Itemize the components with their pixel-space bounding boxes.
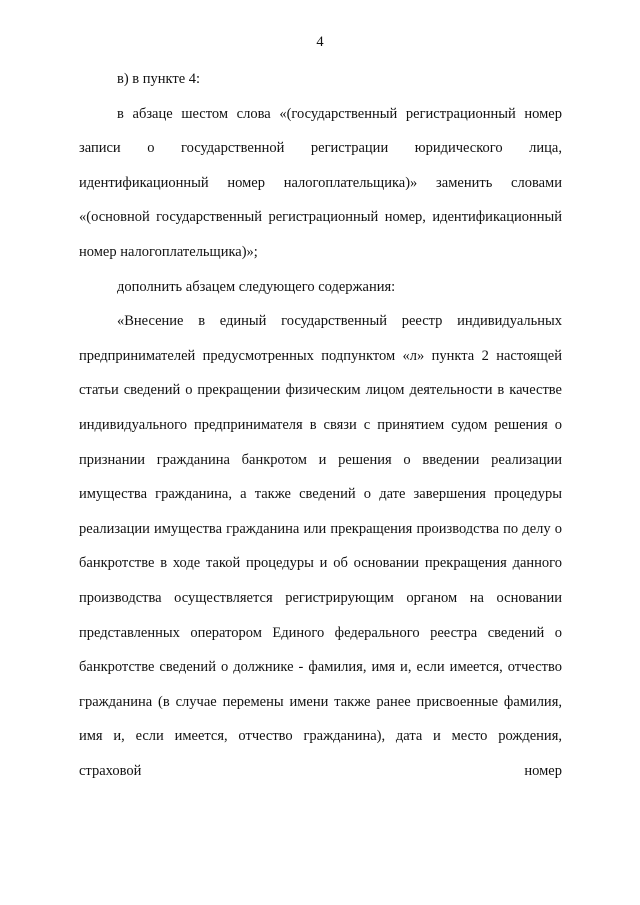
paragraph-quoted-text: «Внесение в единый государственный реестр индивидуальных предпринимателей предусмотренных подпунктом «л» пункта 2 настоящей статьи сведений о прекращении физическим лицом деятельности в качестве индивидуального предпринимателя в связи с принятием судом решения о признании гражданина банкротом и решения о введении реализации имущества гражданина, а также сведений о дате завершения процедуры реализации имущества гражданина или прекращения производства по делу о банкротстве в ходе такой процедуры и об основании прекращения данного производства осуществляется регистрирующим органом на основании представленных оператором Единого федерального реестра сведений о банкротстве сведений о должнике - фамилия, имя и, если имеется, отчество гражданина (в случае перемены имени также ранее присвоенные фамилия, имя и, если имеется, отчество гражданина), дата и место рождения, страховой номер	[79, 313, 562, 779]
document-body	[79, 62, 562, 788]
page-number: 4	[316, 34, 324, 50]
paragraph-subitem-v: в) в пункте 4:	[117, 71, 201, 87]
paragraph-add-content: дополнить абзацем следующего содержания:	[117, 278, 396, 295]
paragraph-replace-words: в абзаце шестом слова «(государственный регистрационный номер записи о государственной регистрации юридического лица, идентификационный номер налогоплательщика)» заменить словами «(основной государственный регистрационный номер, идентификационный номер налогоплательщика)»;	[79, 105, 562, 260]
